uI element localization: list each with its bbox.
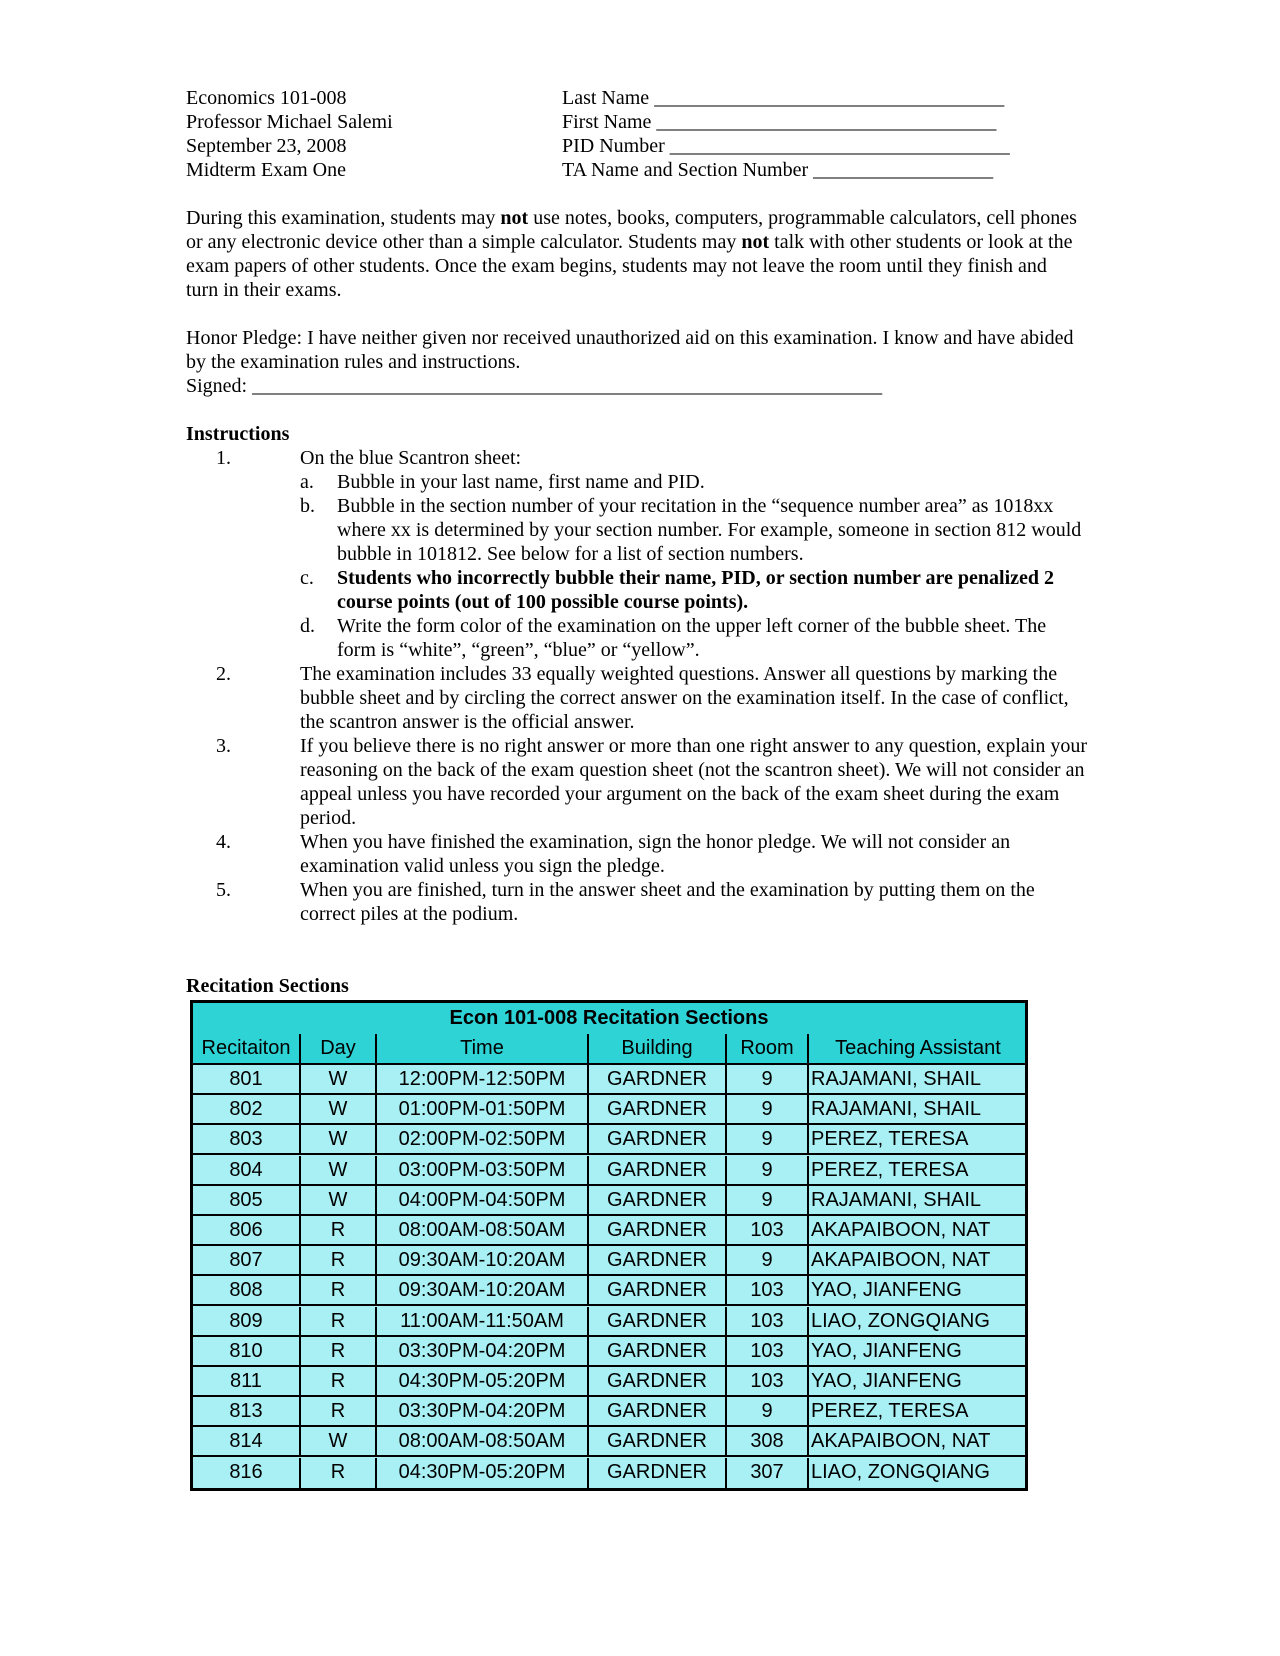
table-cell: 03:00PM-03:50PM xyxy=(375,1156,587,1184)
instruction-text: the scantron answer is the official answer. xyxy=(300,711,635,733)
sub-text: where xx is determined by your section number. For example, someone in section 812 would xyxy=(337,519,1082,541)
table-cell: W xyxy=(299,1065,375,1093)
table-cell: YAO, JIANFENG xyxy=(807,1337,1025,1365)
table-cell: 9 xyxy=(725,1095,807,1123)
table-cell: 813 xyxy=(229,1400,263,1423)
exam-title: Midterm Exam One xyxy=(186,159,346,181)
table-cell: R xyxy=(299,1397,375,1425)
table-cell: 811 xyxy=(230,1370,262,1392)
table-cell: 806 xyxy=(229,1219,263,1241)
column-header: Teaching Assistant xyxy=(807,1034,1025,1063)
ta-section-field[interactable]: TA Name and Section Number __________________ xyxy=(562,159,994,181)
pledge-line: by the examination rules and instructions. xyxy=(186,351,521,373)
table-cell: 9 xyxy=(725,1125,807,1153)
table-row xyxy=(193,1307,1025,1337)
sub-letter: b. xyxy=(300,495,315,517)
pid-field[interactable]: PID Number __________________________________ xyxy=(562,135,1010,157)
exam-date: September 23, 2008 xyxy=(186,135,347,157)
rules-line: turn in their exams. xyxy=(186,279,342,301)
table-cell: RAJAMANI, SHAIL xyxy=(807,1065,1025,1093)
exam-rules xyxy=(186,206,1116,302)
instruction-number: 2. xyxy=(216,663,231,685)
table-cell: R xyxy=(299,1216,375,1244)
table-cell: 810 xyxy=(229,1339,263,1362)
table-cell: 09:30AM-10:20AM xyxy=(375,1276,587,1304)
table-cell: YAO, JIANFENG xyxy=(807,1367,1025,1395)
instruction-text: correct piles at the podium. xyxy=(300,903,519,925)
table-cell: 04:30PM-05:20PM xyxy=(375,1458,587,1488)
sub-text: form is “white”, “green”, “blue” or “yellow”. xyxy=(337,639,700,661)
instruction-text: bubble sheet and by circling the correct answer on the examination itself. In the case of conflict, xyxy=(300,687,1069,709)
instruction-number: 4. xyxy=(216,831,231,853)
table-row xyxy=(193,1397,1025,1427)
table-cell: GARDNER xyxy=(587,1367,725,1395)
table-cell: GARDNER xyxy=(587,1095,725,1123)
recitation-sections-heading: Recitation Sections xyxy=(186,975,349,997)
sub-text: Bubble in the section number of your recitation in the “sequence number area” as 1018xx xyxy=(337,495,1054,517)
instruction-text: period. xyxy=(300,807,357,829)
table-cell: 816 xyxy=(229,1460,263,1483)
table-cell: GARDNER xyxy=(587,1125,725,1153)
instruction-text: examination valid unless you sign the pledge. xyxy=(300,855,665,877)
table-cell: PEREZ, TERESA xyxy=(807,1156,1025,1184)
table-row xyxy=(193,1276,1025,1306)
honor-pledge xyxy=(186,326,1116,398)
table-cell: GARDNER xyxy=(587,1276,725,1304)
table-cell: 08:00AM-08:50AM xyxy=(375,1427,587,1455)
table-title: Econ 101-008 Recitation Sections xyxy=(193,1003,1025,1036)
table-cell: 103 xyxy=(725,1276,807,1304)
table-cell: R xyxy=(299,1458,375,1488)
table-cell: 103 xyxy=(725,1216,807,1244)
table-cell: 814 xyxy=(229,1430,263,1453)
table-cell: 808 xyxy=(229,1279,263,1302)
table-cell: GARDNER xyxy=(587,1216,725,1244)
instruction-text: When you are finished, turn in the answer sheet and the examination by putting them on the xyxy=(300,879,1035,901)
table-body xyxy=(193,1065,1025,1488)
table-cell: 9 xyxy=(725,1156,807,1184)
instruction-text: appeal unless you have recorded your argument on the back of the exam sheet during the exam xyxy=(300,783,1060,805)
instruction-text: On the blue Scantron sheet: xyxy=(300,447,522,469)
table-cell: GARDNER xyxy=(587,1397,725,1425)
table-cell: RAJAMANI, SHAIL xyxy=(807,1095,1025,1123)
table-cell: R xyxy=(299,1276,375,1304)
table-row xyxy=(193,1095,1025,1125)
table-cell: LIAO, ZONGQIANG xyxy=(807,1307,1025,1335)
instruction-text: If you believe there is no right answer or more than one right answer to any question, explain your xyxy=(300,735,1088,757)
table-row xyxy=(193,1186,1025,1216)
rules-line: exam papers of other students. Once the exam begins, students may not leave the room until they finish and xyxy=(186,255,1047,277)
pledge-line: Honor Pledge: I have neither given nor received unauthorized aid on this examination. I know and have abided xyxy=(186,327,1074,349)
penalty-text: Students who incorrectly bubble their name, PID, or section number are penalized 2 xyxy=(337,567,1055,589)
table-row xyxy=(193,1246,1025,1276)
table-cell: 803 xyxy=(229,1128,263,1151)
course-name: Economics 101-008 xyxy=(186,87,347,109)
table-cell: PEREZ, TERESA xyxy=(807,1125,1025,1153)
table-cell: W xyxy=(299,1125,375,1153)
table-cell: 9 xyxy=(725,1186,807,1214)
table-cell: R xyxy=(299,1337,375,1365)
column-header: Day xyxy=(299,1034,375,1063)
table-cell: W xyxy=(299,1427,375,1455)
table-cell: 02:00PM-02:50PM xyxy=(375,1125,587,1153)
sub-text: bubble in 101812. See below for a list of section numbers. xyxy=(337,543,804,565)
table-cell: 04:00PM-04:50PM xyxy=(375,1186,587,1214)
table-cell: GARDNER xyxy=(587,1246,725,1274)
column-header: Room xyxy=(725,1034,807,1063)
table-cell: 805 xyxy=(229,1188,263,1211)
table-cell: R xyxy=(299,1367,375,1395)
table-cell: 103 xyxy=(725,1367,807,1395)
table-cell: 9 xyxy=(725,1246,807,1274)
table-row xyxy=(193,1427,1025,1457)
table-cell: 103 xyxy=(725,1337,807,1365)
table-cell: RAJAMANI, SHAIL xyxy=(807,1186,1025,1214)
table-cell: 03:30PM-04:20PM xyxy=(375,1337,587,1365)
table-cell: YAO, JIANFENG xyxy=(807,1276,1025,1304)
table-cell: GARDNER xyxy=(587,1156,725,1184)
table-cell: 03:30PM-04:20PM xyxy=(375,1397,587,1425)
table-cell: 08:00AM-08:50AM xyxy=(375,1216,587,1244)
column-header: Time xyxy=(375,1034,587,1063)
table-cell: AKAPAIBOON, NAT xyxy=(807,1216,1025,1244)
table-cell: 9 xyxy=(725,1397,807,1425)
professor-name: Professor Michael Salemi xyxy=(186,111,393,133)
sub-letter: a. xyxy=(300,471,314,493)
table-cell: 12:00PM-12:50PM xyxy=(375,1065,587,1093)
table-cell: AKAPAIBOON, NAT xyxy=(807,1427,1025,1455)
table-cell: 9 xyxy=(725,1065,807,1093)
instruction-text: When you have finished the examination, sign the honor pledge. We will not consider an xyxy=(300,831,1011,853)
table-cell: GARDNER xyxy=(587,1065,725,1093)
table-cell: 802 xyxy=(229,1098,263,1121)
table-cell: GARDNER xyxy=(587,1307,725,1335)
recitation-table xyxy=(190,1000,1028,1491)
instruction-text: The examination includes 33 equally weighted questions. Answer all questions by marking the xyxy=(300,663,1058,685)
penalty-text: course points (out of 100 possible course points). xyxy=(337,591,749,613)
table-row xyxy=(193,1458,1025,1488)
first-name-field[interactable]: First Name __________________________________ xyxy=(562,111,997,133)
table-row xyxy=(193,1125,1025,1155)
sub-text: Write the form color of the examination on the upper left corner of the bubble sheet. The xyxy=(337,615,1047,637)
table-cell: 04:30PM-05:20PM xyxy=(375,1367,587,1395)
table-cell: 01:00PM-01:50PM xyxy=(375,1095,587,1123)
table-cell: GARDNER xyxy=(587,1337,725,1365)
rules-line: During this examination, students may not use notes, books, computers, programmable calculators, cell phones xyxy=(186,207,1077,229)
table-cell: 307 xyxy=(725,1458,807,1488)
table-row xyxy=(193,1156,1025,1186)
table-cell: LIAO, ZONGQIANG xyxy=(807,1458,1025,1488)
table-cell: 801 xyxy=(229,1068,263,1090)
table-cell: 804 xyxy=(229,1158,263,1181)
table-cell: W xyxy=(299,1186,375,1214)
table-cell: 809 xyxy=(229,1309,263,1332)
sub-text: Bubble in your last name, first name and PID. xyxy=(337,471,705,493)
column-header: Building xyxy=(587,1034,725,1063)
table-cell: GARDNER xyxy=(587,1427,725,1455)
sub-letter: c. xyxy=(300,567,314,589)
table-row xyxy=(193,1216,1025,1246)
rules-line: or any electronic device other than a simple calculator. Students may not talk with other students or look at the xyxy=(186,231,1073,253)
table-cell: R xyxy=(299,1246,375,1274)
column-header: Recitaiton xyxy=(201,1037,291,1059)
instruction-number: 5. xyxy=(216,879,231,901)
instruction-text: reasoning on the back of the exam question sheet (not the scantron sheet). We will not consider an xyxy=(300,759,1085,781)
table-cell: 308 xyxy=(725,1427,807,1455)
table-row xyxy=(193,1367,1025,1397)
table-cell: R xyxy=(299,1307,375,1335)
sub-letter: d. xyxy=(300,615,315,637)
table-cell: 103 xyxy=(725,1307,807,1335)
last-name-field[interactable]: Last Name ___________________________________ xyxy=(562,87,1005,109)
table-cell: GARDNER xyxy=(587,1186,725,1214)
table-cell: AKAPAIBOON, NAT xyxy=(807,1246,1025,1274)
table-cell: 807 xyxy=(229,1249,263,1272)
signature-field[interactable]: Signed: _______________________________________________________________ xyxy=(186,375,883,397)
table-cell: W xyxy=(299,1095,375,1123)
table-cell: W xyxy=(299,1156,375,1184)
table-row xyxy=(193,1337,1025,1367)
table-cell: PEREZ, TERESA xyxy=(807,1397,1025,1425)
table-cell: 11:00AM-11:50AM xyxy=(375,1307,587,1335)
instructions-heading: Instructions xyxy=(186,423,290,445)
table-row xyxy=(193,1065,1025,1095)
instruction-number: 3. xyxy=(216,735,231,757)
table-cell: GARDNER xyxy=(587,1458,725,1488)
table-cell: 09:30AM-10:20AM xyxy=(375,1246,587,1274)
table-header xyxy=(193,1034,1025,1065)
instruction-number: 1. xyxy=(216,447,231,469)
